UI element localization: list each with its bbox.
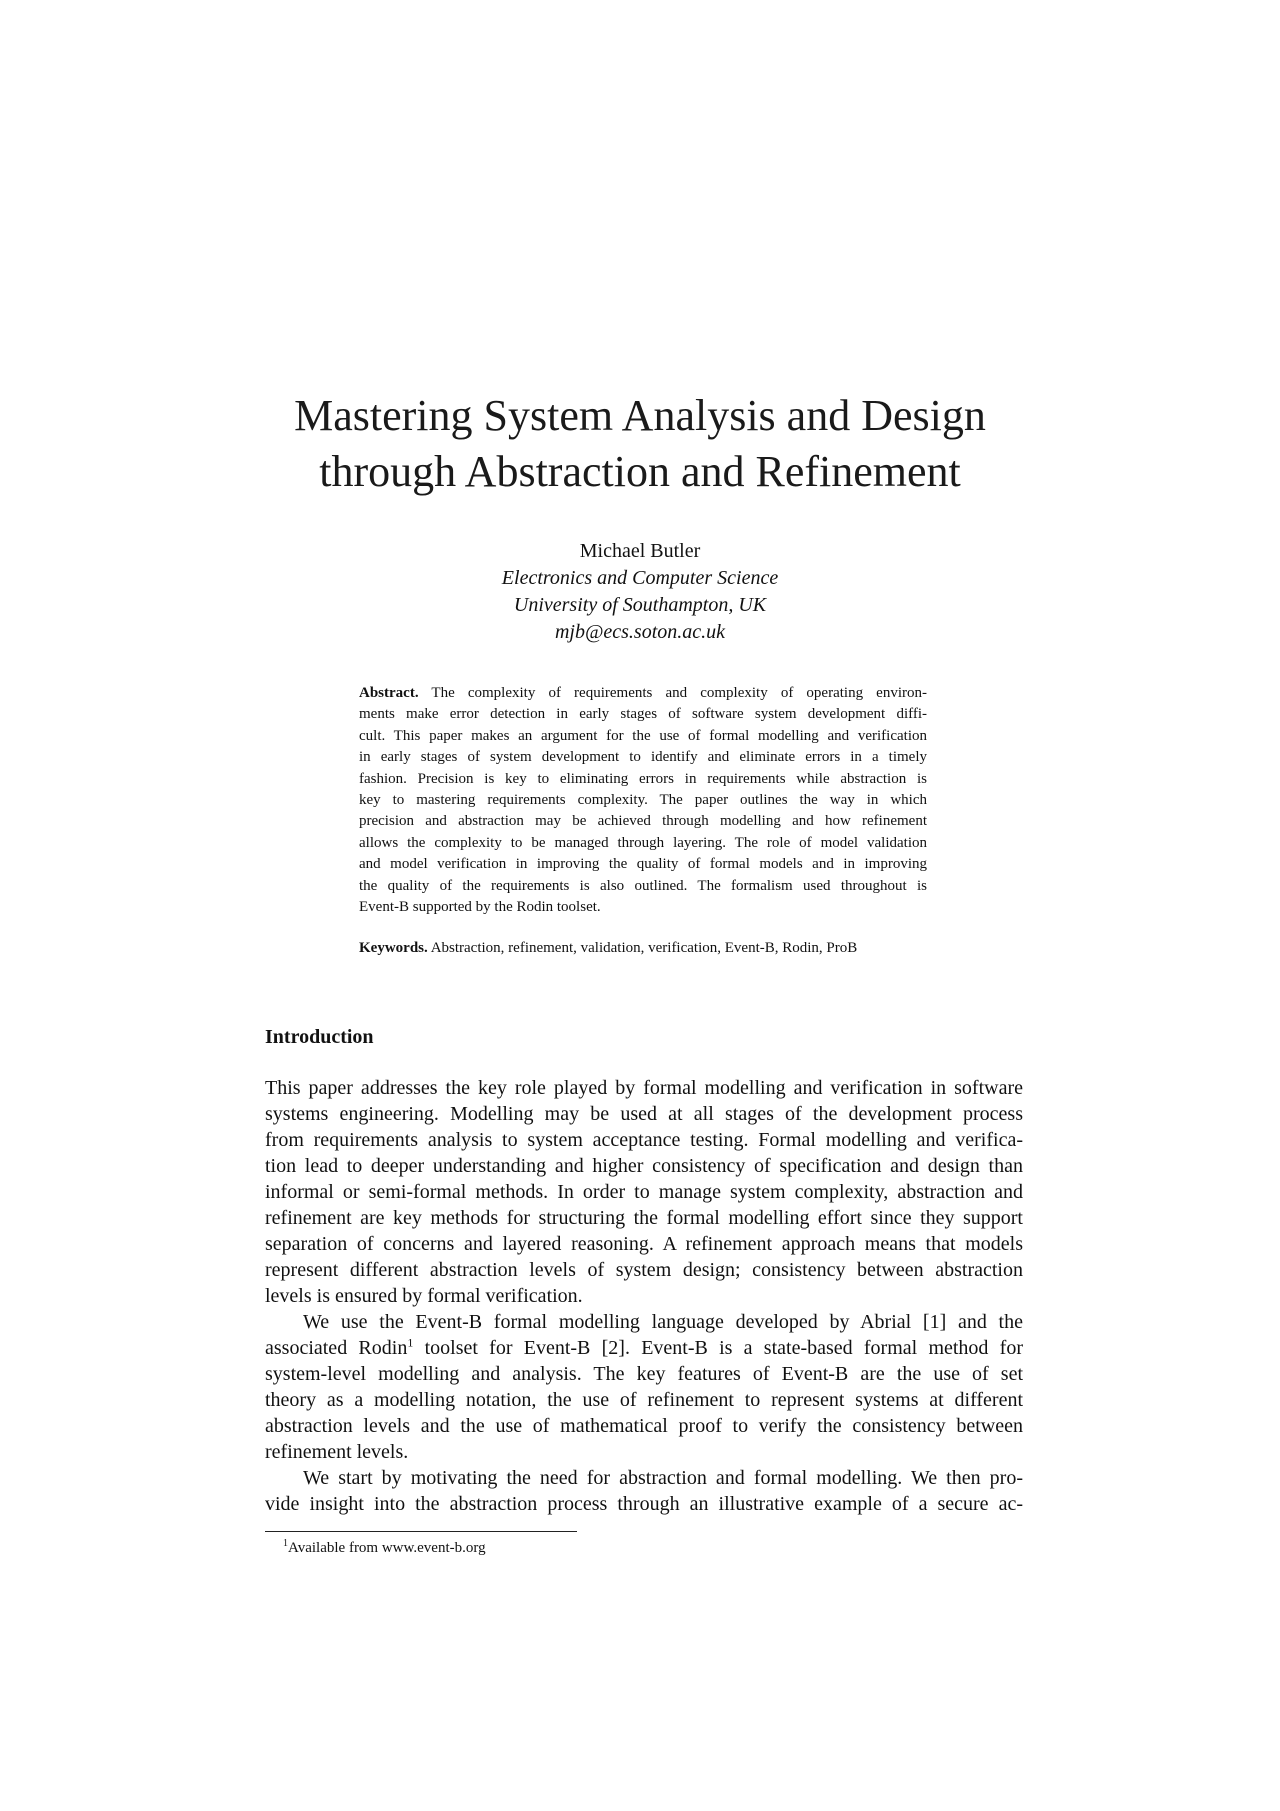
body-line: refinement are key methods for structuring the formal modelling effort since they support	[265, 1207, 1023, 1229]
abstract-label: Abstract.	[359, 685, 419, 701]
section-heading-introduction: Introduction	[265, 1026, 374, 1048]
body-line: tion lead to deeper understanding and higher consistency of specification and design than	[265, 1155, 1023, 1177]
body-text: associated Rodin	[265, 1337, 408, 1359]
author-university: University of Southampton, UK	[513, 594, 767, 616]
title-line: Mastering System Analysis and Design	[294, 391, 986, 440]
footnote-mark: 1	[283, 1538, 288, 1549]
abstract-line: precision and abstraction may be achieved through modelling and how refinement	[359, 813, 927, 830]
body-line: We start by motivating the need for abstraction and formal modelling. We then pro-	[303, 1467, 1023, 1489]
body-line: from requirements analysis to system acceptance testing. Formal modelling and verifica-	[265, 1129, 1023, 1151]
author-email: mjb@ecs.soton.ac.uk	[554, 621, 726, 643]
keywords	[359, 938, 959, 959]
body-line	[265, 1335, 1023, 1361]
body-line: represent different abstraction levels of system design; consistency between abstraction	[265, 1259, 1023, 1281]
body-line: We use the Event-B formal modelling language developed by Abrial [1] and the	[303, 1311, 1023, 1333]
footnote-text: Available from www.event-b.org	[288, 1540, 486, 1556]
body-line: informal or semi-formal methods. In order to manage system complexity, abstraction and	[265, 1181, 1023, 1203]
keywords-label: Keywords.	[359, 940, 428, 956]
footnote	[283, 1538, 486, 1558]
abstract-line: and model verification in improving the quality of formal models and in improving	[359, 856, 927, 873]
title-line: through Abstraction and Refinement	[319, 447, 961, 496]
body-line: theory as a modelling notation, the use of refinement to represent systems at different	[265, 1389, 1023, 1411]
body-line: separation of concerns and layered reasoning. A refinement approach means that models	[265, 1233, 1023, 1255]
abstract-line	[359, 683, 927, 704]
author-department: Electronics and Computer Science	[501, 567, 779, 589]
introduction-body	[265, 1075, 1023, 1517]
body-line: system-level modelling and analysis. The key features of Event-B are the use of set	[265, 1363, 1023, 1385]
abstract	[359, 683, 927, 918]
body-line: This paper addresses the key role played by formal modelling and verification in software	[265, 1077, 1023, 1099]
body-line: vide insight into the abstraction process through an illustrative example of a secure ac-	[265, 1493, 1023, 1515]
abstract-line: fashion. Precision is key to eliminating errors in requirements while abstraction is	[359, 770, 927, 787]
body-line: abstraction levels and the use of mathematical proof to verify the consistency between	[265, 1415, 1023, 1437]
body-line: systems engineering. Modelling may be used at all stages of the development process	[265, 1103, 1023, 1125]
body-line: refinement levels.	[265, 1441, 409, 1463]
body-text: toolset for Event-B [2]. Event-B is a state-based formal method for	[413, 1337, 1023, 1359]
abstract-line: Event-B supported by the Rodin toolset.	[359, 899, 601, 916]
abstract-line: ments make error detection in early stages of software system development diffi-	[359, 706, 927, 723]
body-line: levels is ensured by formal verification.	[265, 1285, 583, 1307]
abstract-line: the quality of the requirements is also outlined. The formalism used throughout is	[359, 877, 927, 894]
abstract-line: in early stages of system development to identify and eliminate errors in a timely	[359, 749, 927, 766]
keywords-text: Abstraction, refinement, validation, verification, Event-B, Rodin, ProB	[430, 940, 858, 956]
author-name: Michael Butler	[579, 540, 701, 562]
paper-title	[0, 388, 1280, 500]
abstract-line: cult. This paper makes an argument for the use of formal modelling and verification	[359, 727, 927, 744]
author-block	[0, 538, 1280, 646]
footnote-ref: 1	[407, 1335, 414, 1350]
abstract-text: The complexity of requirements and complexity of operating environ-	[431, 685, 927, 701]
abstract-line: key to mastering requirements complexity. The paper outlines the way in which	[359, 792, 927, 809]
footnote-divider	[265, 1531, 577, 1532]
abstract-line: allows the complexity to be managed through layering. The role of model validation	[359, 834, 927, 851]
